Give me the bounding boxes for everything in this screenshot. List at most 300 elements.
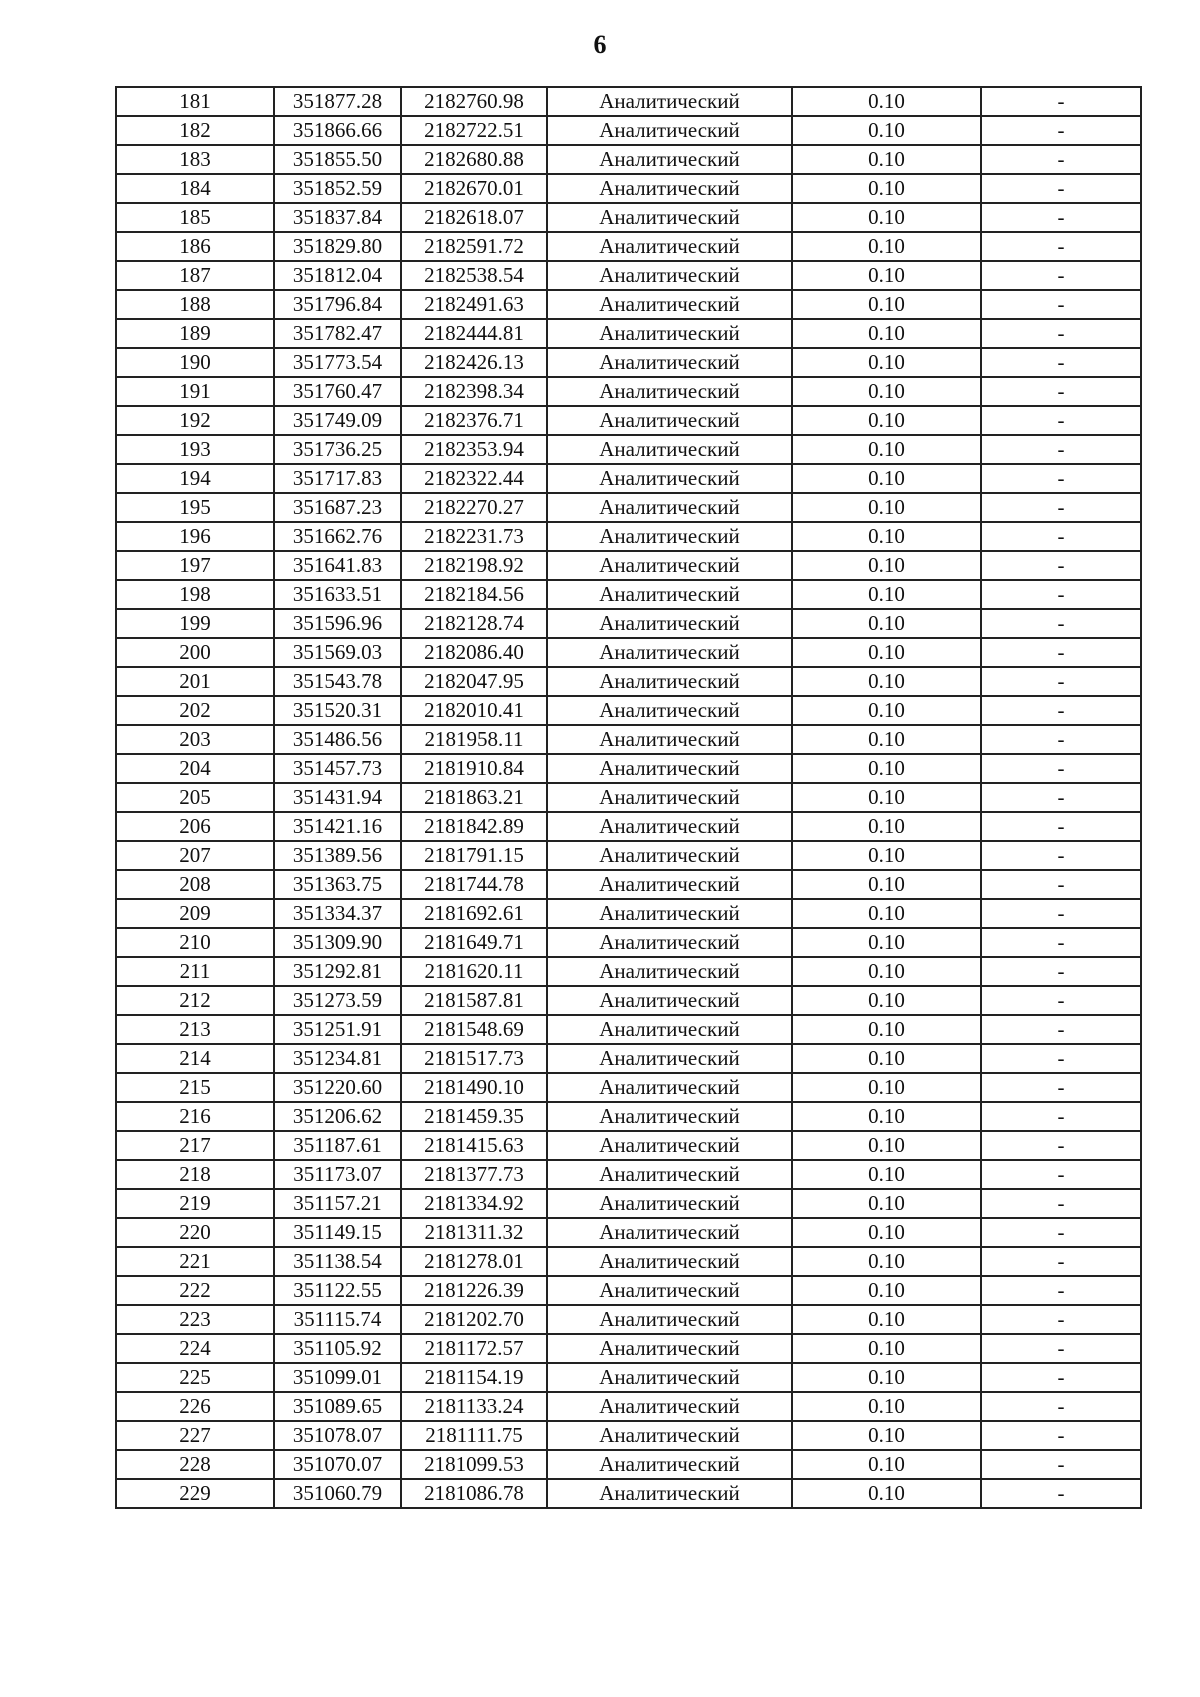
description-cell: - xyxy=(981,493,1141,522)
y-coordinate-cell: 2182184.56 xyxy=(401,580,547,609)
x-coordinate-cell: 351760.47 xyxy=(274,377,401,406)
y-coordinate-cell: 2181172.57 xyxy=(401,1334,547,1363)
table-row xyxy=(116,1015,1141,1044)
x-coordinate-cell: 351633.51 xyxy=(274,580,401,609)
point-number-cell: 194 xyxy=(116,464,274,493)
method-cell: Аналитический xyxy=(547,1044,792,1073)
point-number-cell: 198 xyxy=(116,580,274,609)
description-cell: - xyxy=(981,667,1141,696)
point-number-cell: 211 xyxy=(116,957,274,986)
y-coordinate-cell: 2181311.32 xyxy=(401,1218,547,1247)
accuracy-cell: 0.10 xyxy=(792,1189,981,1218)
accuracy-cell: 0.10 xyxy=(792,1247,981,1276)
y-coordinate-cell: 2181842.89 xyxy=(401,812,547,841)
table-row xyxy=(116,986,1141,1015)
method-cell: Аналитический xyxy=(547,203,792,232)
x-coordinate-cell: 351837.84 xyxy=(274,203,401,232)
x-coordinate-cell: 351773.54 xyxy=(274,348,401,377)
table-row xyxy=(116,1160,1141,1189)
x-coordinate-cell: 351641.83 xyxy=(274,551,401,580)
description-cell: - xyxy=(981,841,1141,870)
method-cell: Аналитический xyxy=(547,261,792,290)
x-coordinate-cell: 351334.37 xyxy=(274,899,401,928)
y-coordinate-cell: 2181791.15 xyxy=(401,841,547,870)
description-cell: - xyxy=(981,928,1141,957)
point-number-cell: 212 xyxy=(116,986,274,1015)
accuracy-cell: 0.10 xyxy=(792,174,981,203)
y-coordinate-cell: 2181863.21 xyxy=(401,783,547,812)
point-number-cell: 206 xyxy=(116,812,274,841)
x-coordinate-cell: 351569.03 xyxy=(274,638,401,667)
description-cell: - xyxy=(981,1160,1141,1189)
point-number-cell: 193 xyxy=(116,435,274,464)
point-number-cell: 200 xyxy=(116,638,274,667)
table-row xyxy=(116,957,1141,986)
point-number-cell: 215 xyxy=(116,1073,274,1102)
method-cell: Аналитический xyxy=(547,377,792,406)
x-coordinate-cell: 351089.65 xyxy=(274,1392,401,1421)
accuracy-cell: 0.10 xyxy=(792,1450,981,1479)
y-coordinate-cell: 2182353.94 xyxy=(401,435,547,464)
x-coordinate-cell: 351122.55 xyxy=(274,1276,401,1305)
point-number-cell: 222 xyxy=(116,1276,274,1305)
method-cell: Аналитический xyxy=(547,435,792,464)
x-coordinate-cell: 351877.28 xyxy=(274,87,401,116)
x-coordinate-cell: 351662.76 xyxy=(274,522,401,551)
description-cell: - xyxy=(981,696,1141,725)
description-cell: - xyxy=(981,638,1141,667)
x-coordinate-cell: 351251.91 xyxy=(274,1015,401,1044)
description-cell: - xyxy=(981,580,1141,609)
table-row xyxy=(116,783,1141,812)
accuracy-cell: 0.10 xyxy=(792,841,981,870)
accuracy-cell: 0.10 xyxy=(792,667,981,696)
y-coordinate-cell: 2182722.51 xyxy=(401,116,547,145)
accuracy-cell: 0.10 xyxy=(792,1044,981,1073)
method-cell: Аналитический xyxy=(547,1305,792,1334)
x-coordinate-cell: 351309.90 xyxy=(274,928,401,957)
x-coordinate-cell: 351866.66 xyxy=(274,116,401,145)
y-coordinate-cell: 2181278.01 xyxy=(401,1247,547,1276)
table-row xyxy=(116,841,1141,870)
y-coordinate-cell: 2181111.75 xyxy=(401,1421,547,1450)
accuracy-cell: 0.10 xyxy=(792,1363,981,1392)
table-row xyxy=(116,899,1141,928)
point-number-cell: 218 xyxy=(116,1160,274,1189)
table-row xyxy=(116,522,1141,551)
description-cell: - xyxy=(981,348,1141,377)
point-number-cell: 214 xyxy=(116,1044,274,1073)
description-cell: - xyxy=(981,1479,1141,1508)
method-cell: Аналитический xyxy=(547,116,792,145)
description-cell: - xyxy=(981,406,1141,435)
y-coordinate-cell: 2181517.73 xyxy=(401,1044,547,1073)
table-row xyxy=(116,609,1141,638)
y-coordinate-cell: 2182444.81 xyxy=(401,319,547,348)
method-cell: Аналитический xyxy=(547,87,792,116)
method-cell: Аналитический xyxy=(547,725,792,754)
point-number-cell: 187 xyxy=(116,261,274,290)
y-coordinate-cell: 2181459.35 xyxy=(401,1102,547,1131)
accuracy-cell: 0.10 xyxy=(792,870,981,899)
accuracy-cell: 0.10 xyxy=(792,522,981,551)
accuracy-cell: 0.10 xyxy=(792,986,981,1015)
accuracy-cell: 0.10 xyxy=(792,1160,981,1189)
point-number-cell: 197 xyxy=(116,551,274,580)
description-cell: - xyxy=(981,1363,1141,1392)
point-number-cell: 199 xyxy=(116,609,274,638)
method-cell: Аналитический xyxy=(547,986,792,1015)
y-coordinate-cell: 2182398.34 xyxy=(401,377,547,406)
point-number-cell: 191 xyxy=(116,377,274,406)
x-coordinate-cell: 351070.07 xyxy=(274,1450,401,1479)
y-coordinate-cell: 2182591.72 xyxy=(401,232,547,261)
description-cell: - xyxy=(981,1102,1141,1131)
description-cell: - xyxy=(981,1421,1141,1450)
y-coordinate-cell: 2181490.10 xyxy=(401,1073,547,1102)
x-coordinate-cell: 351138.54 xyxy=(274,1247,401,1276)
point-number-cell: 216 xyxy=(116,1102,274,1131)
table-row xyxy=(116,1073,1141,1102)
point-number-cell: 183 xyxy=(116,145,274,174)
table-row xyxy=(116,1247,1141,1276)
description-cell: - xyxy=(981,522,1141,551)
method-cell: Аналитический xyxy=(547,812,792,841)
page-number: 6 xyxy=(593,30,607,59)
method-cell: Аналитический xyxy=(547,493,792,522)
point-number-cell: 228 xyxy=(116,1450,274,1479)
x-coordinate-cell: 351421.16 xyxy=(274,812,401,841)
coordinates-table xyxy=(115,86,1142,1509)
y-coordinate-cell: 2181202.70 xyxy=(401,1305,547,1334)
point-number-cell: 221 xyxy=(116,1247,274,1276)
accuracy-cell: 0.10 xyxy=(792,1218,981,1247)
x-coordinate-cell: 351078.07 xyxy=(274,1421,401,1450)
point-number-cell: 184 xyxy=(116,174,274,203)
method-cell: Аналитический xyxy=(547,870,792,899)
method-cell: Аналитический xyxy=(547,1334,792,1363)
description-cell: - xyxy=(981,1392,1141,1421)
table-row xyxy=(116,754,1141,783)
method-cell: Аналитический xyxy=(547,406,792,435)
point-number-cell: 225 xyxy=(116,1363,274,1392)
accuracy-cell: 0.10 xyxy=(792,551,981,580)
point-number-cell: 196 xyxy=(116,522,274,551)
x-coordinate-cell: 351543.78 xyxy=(274,667,401,696)
method-cell: Аналитический xyxy=(547,1392,792,1421)
table-row xyxy=(116,261,1141,290)
method-cell: Аналитический xyxy=(547,1276,792,1305)
x-coordinate-cell: 351220.60 xyxy=(274,1073,401,1102)
description-cell: - xyxy=(981,1247,1141,1276)
description-cell: - xyxy=(981,551,1141,580)
table-row xyxy=(116,348,1141,377)
description-cell: - xyxy=(981,957,1141,986)
description-cell: - xyxy=(981,870,1141,899)
description-cell: - xyxy=(981,1073,1141,1102)
x-coordinate-cell: 351105.92 xyxy=(274,1334,401,1363)
table-row xyxy=(116,1218,1141,1247)
table-row xyxy=(116,638,1141,667)
table-row xyxy=(116,928,1141,957)
accuracy-cell: 0.10 xyxy=(792,290,981,319)
method-cell: Аналитический xyxy=(547,638,792,667)
x-coordinate-cell: 351173.07 xyxy=(274,1160,401,1189)
accuracy-cell: 0.10 xyxy=(792,203,981,232)
method-cell: Аналитический xyxy=(547,580,792,609)
y-coordinate-cell: 2181620.11 xyxy=(401,957,547,986)
y-coordinate-cell: 2181099.53 xyxy=(401,1450,547,1479)
table-row xyxy=(116,551,1141,580)
table-row xyxy=(116,812,1141,841)
y-coordinate-cell: 2182760.98 xyxy=(401,87,547,116)
y-coordinate-cell: 2181548.69 xyxy=(401,1015,547,1044)
accuracy-cell: 0.10 xyxy=(792,232,981,261)
point-number-cell: 182 xyxy=(116,116,274,145)
table-row xyxy=(116,116,1141,145)
table-row xyxy=(116,1363,1141,1392)
method-cell: Аналитический xyxy=(547,899,792,928)
x-coordinate-cell: 351099.01 xyxy=(274,1363,401,1392)
y-coordinate-cell: 2181415.63 xyxy=(401,1131,547,1160)
table-row xyxy=(116,145,1141,174)
accuracy-cell: 0.10 xyxy=(792,1102,981,1131)
method-cell: Аналитический xyxy=(547,841,792,870)
point-number-cell: 217 xyxy=(116,1131,274,1160)
x-coordinate-cell: 351431.94 xyxy=(274,783,401,812)
y-coordinate-cell: 2182128.74 xyxy=(401,609,547,638)
x-coordinate-cell: 351187.61 xyxy=(274,1131,401,1160)
y-coordinate-cell: 2182491.63 xyxy=(401,290,547,319)
accuracy-cell: 0.10 xyxy=(792,725,981,754)
point-number-cell: 220 xyxy=(116,1218,274,1247)
description-cell: - xyxy=(981,899,1141,928)
method-cell: Аналитический xyxy=(547,319,792,348)
table-row xyxy=(116,319,1141,348)
x-coordinate-cell: 351486.56 xyxy=(274,725,401,754)
description-cell: - xyxy=(981,290,1141,319)
y-coordinate-cell: 2182376.71 xyxy=(401,406,547,435)
accuracy-cell: 0.10 xyxy=(792,145,981,174)
x-coordinate-cell: 351520.31 xyxy=(274,696,401,725)
x-coordinate-cell: 351273.59 xyxy=(274,986,401,1015)
x-coordinate-cell: 351234.81 xyxy=(274,1044,401,1073)
method-cell: Аналитический xyxy=(547,609,792,638)
description-cell: - xyxy=(981,812,1141,841)
description-cell: - xyxy=(981,1015,1141,1044)
point-number-cell: 224 xyxy=(116,1334,274,1363)
point-number-cell: 203 xyxy=(116,725,274,754)
table-row xyxy=(116,1479,1141,1508)
y-coordinate-cell: 2181133.24 xyxy=(401,1392,547,1421)
method-cell: Аналитический xyxy=(547,1450,792,1479)
y-coordinate-cell: 2181334.92 xyxy=(401,1189,547,1218)
table-row xyxy=(116,87,1141,116)
point-number-cell: 188 xyxy=(116,290,274,319)
x-coordinate-cell: 351363.75 xyxy=(274,870,401,899)
point-number-cell: 185 xyxy=(116,203,274,232)
x-coordinate-cell: 351736.25 xyxy=(274,435,401,464)
y-coordinate-cell: 2182198.92 xyxy=(401,551,547,580)
description-cell: - xyxy=(981,203,1141,232)
accuracy-cell: 0.10 xyxy=(792,1305,981,1334)
accuracy-cell: 0.10 xyxy=(792,957,981,986)
x-coordinate-cell: 351457.73 xyxy=(274,754,401,783)
y-coordinate-cell: 2181692.61 xyxy=(401,899,547,928)
table-row xyxy=(116,667,1141,696)
method-cell: Аналитический xyxy=(547,522,792,551)
x-coordinate-cell: 351206.62 xyxy=(274,1102,401,1131)
point-number-cell: 195 xyxy=(116,493,274,522)
table-row xyxy=(116,1131,1141,1160)
point-number-cell: 207 xyxy=(116,841,274,870)
accuracy-cell: 0.10 xyxy=(792,493,981,522)
method-cell: Аналитический xyxy=(547,1160,792,1189)
x-coordinate-cell: 351596.96 xyxy=(274,609,401,638)
accuracy-cell: 0.10 xyxy=(792,899,981,928)
x-coordinate-cell: 351115.74 xyxy=(274,1305,401,1334)
accuracy-cell: 0.10 xyxy=(792,1392,981,1421)
accuracy-cell: 0.10 xyxy=(792,1421,981,1450)
point-number-cell: 210 xyxy=(116,928,274,957)
y-coordinate-cell: 2182680.88 xyxy=(401,145,547,174)
accuracy-cell: 0.10 xyxy=(792,638,981,667)
description-cell: - xyxy=(981,232,1141,261)
description-cell: - xyxy=(981,464,1141,493)
table-row xyxy=(116,1044,1141,1073)
y-coordinate-cell: 2181910.84 xyxy=(401,754,547,783)
table-row xyxy=(116,203,1141,232)
x-coordinate-cell: 351749.09 xyxy=(274,406,401,435)
x-coordinate-cell: 351782.47 xyxy=(274,319,401,348)
description-cell: - xyxy=(981,1189,1141,1218)
method-cell: Аналитический xyxy=(547,928,792,957)
description-cell: - xyxy=(981,174,1141,203)
description-cell: - xyxy=(981,783,1141,812)
accuracy-cell: 0.10 xyxy=(792,406,981,435)
table-row xyxy=(116,580,1141,609)
method-cell: Аналитический xyxy=(547,232,792,261)
description-cell: - xyxy=(981,1276,1141,1305)
table-row xyxy=(116,464,1141,493)
accuracy-cell: 0.10 xyxy=(792,696,981,725)
table-row xyxy=(116,870,1141,899)
method-cell: Аналитический xyxy=(547,1421,792,1450)
accuracy-cell: 0.10 xyxy=(792,1131,981,1160)
x-coordinate-cell: 351812.04 xyxy=(274,261,401,290)
accuracy-cell: 0.10 xyxy=(792,580,981,609)
description-cell: - xyxy=(981,1131,1141,1160)
method-cell: Аналитический xyxy=(547,464,792,493)
table-row xyxy=(116,1305,1141,1334)
table-row xyxy=(116,1102,1141,1131)
accuracy-cell: 0.10 xyxy=(792,1276,981,1305)
y-coordinate-cell: 2181587.81 xyxy=(401,986,547,1015)
coordinates-table-body xyxy=(116,87,1141,1508)
method-cell: Аналитический xyxy=(547,290,792,319)
point-number-cell: 205 xyxy=(116,783,274,812)
table-row xyxy=(116,406,1141,435)
y-coordinate-cell: 2181377.73 xyxy=(401,1160,547,1189)
point-number-cell: 226 xyxy=(116,1392,274,1421)
description-cell: - xyxy=(981,609,1141,638)
table-row xyxy=(116,1189,1141,1218)
accuracy-cell: 0.10 xyxy=(792,1479,981,1508)
point-number-cell: 201 xyxy=(116,667,274,696)
accuracy-cell: 0.10 xyxy=(792,377,981,406)
accuracy-cell: 0.10 xyxy=(792,464,981,493)
point-number-cell: 219 xyxy=(116,1189,274,1218)
y-coordinate-cell: 2182047.95 xyxy=(401,667,547,696)
y-coordinate-cell: 2182231.73 xyxy=(401,522,547,551)
y-coordinate-cell: 2182538.54 xyxy=(401,261,547,290)
description-cell: - xyxy=(981,754,1141,783)
accuracy-cell: 0.10 xyxy=(792,812,981,841)
description-cell: - xyxy=(981,1305,1141,1334)
method-cell: Аналитический xyxy=(547,1073,792,1102)
accuracy-cell: 0.10 xyxy=(792,116,981,145)
table-row xyxy=(116,1450,1141,1479)
x-coordinate-cell: 351717.83 xyxy=(274,464,401,493)
x-coordinate-cell: 351389.56 xyxy=(274,841,401,870)
method-cell: Аналитический xyxy=(547,551,792,580)
table-row xyxy=(116,435,1141,464)
table-row xyxy=(116,493,1141,522)
point-number-cell: 190 xyxy=(116,348,274,377)
accuracy-cell: 0.10 xyxy=(792,609,981,638)
point-number-cell: 213 xyxy=(116,1015,274,1044)
y-coordinate-cell: 2181226.39 xyxy=(401,1276,547,1305)
y-coordinate-cell: 2182086.40 xyxy=(401,638,547,667)
table-row xyxy=(116,1421,1141,1450)
point-number-cell: 192 xyxy=(116,406,274,435)
accuracy-cell: 0.10 xyxy=(792,1015,981,1044)
x-coordinate-cell: 351852.59 xyxy=(274,174,401,203)
point-number-cell: 189 xyxy=(116,319,274,348)
accuracy-cell: 0.10 xyxy=(792,928,981,957)
accuracy-cell: 0.10 xyxy=(792,87,981,116)
x-coordinate-cell: 351060.79 xyxy=(274,1479,401,1508)
accuracy-cell: 0.10 xyxy=(792,435,981,464)
accuracy-cell: 0.10 xyxy=(792,261,981,290)
method-cell: Аналитический xyxy=(547,754,792,783)
point-number-cell: 223 xyxy=(116,1305,274,1334)
method-cell: Аналитический xyxy=(547,145,792,174)
accuracy-cell: 0.10 xyxy=(792,348,981,377)
method-cell: Аналитический xyxy=(547,696,792,725)
method-cell: Аналитический xyxy=(547,783,792,812)
y-coordinate-cell: 2181086.78 xyxy=(401,1479,547,1508)
y-coordinate-cell: 2182010.41 xyxy=(401,696,547,725)
description-cell: - xyxy=(981,377,1141,406)
point-number-cell: 181 xyxy=(116,87,274,116)
description-cell: - xyxy=(981,1044,1141,1073)
description-cell: - xyxy=(981,986,1141,1015)
table-row xyxy=(116,232,1141,261)
accuracy-cell: 0.10 xyxy=(792,1334,981,1363)
y-coordinate-cell: 2182670.01 xyxy=(401,174,547,203)
x-coordinate-cell: 351149.15 xyxy=(274,1218,401,1247)
y-coordinate-cell: 2181154.19 xyxy=(401,1363,547,1392)
method-cell: Аналитический xyxy=(547,1479,792,1508)
x-coordinate-cell: 351829.80 xyxy=(274,232,401,261)
method-cell: Аналитический xyxy=(547,348,792,377)
table-row xyxy=(116,725,1141,754)
x-coordinate-cell: 351157.21 xyxy=(274,1189,401,1218)
point-number-cell: 229 xyxy=(116,1479,274,1508)
method-cell: Аналитический xyxy=(547,1363,792,1392)
description-cell: - xyxy=(981,261,1141,290)
